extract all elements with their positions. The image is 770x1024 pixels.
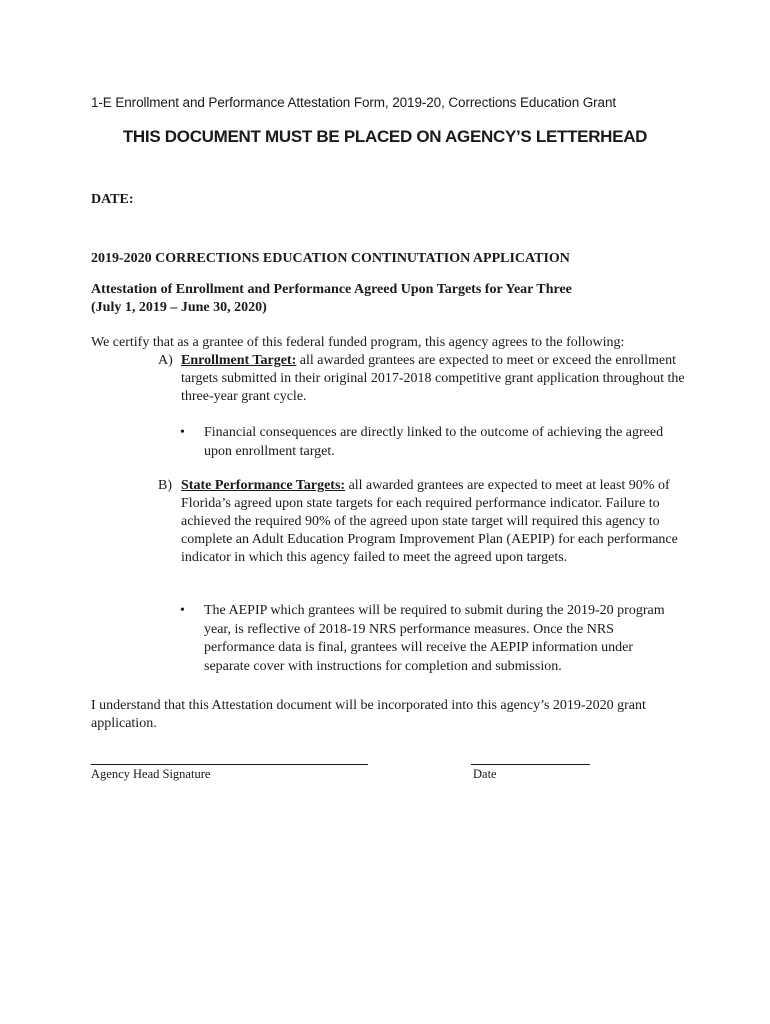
item-body	[181, 352, 688, 406]
item-marker: A)	[158, 353, 173, 368]
item-enrollment-target	[158, 352, 688, 406]
bullet-icon: •	[180, 425, 185, 440]
item-text: all awarded grantees are expected to meet or exceed the enrollment targets submitted in their original 2017-2018 competitive grant application throughout the three-year grant cycle.	[181, 353, 685, 404]
intro-statement: We certify that as a grantee of this federal funded program, this agency agrees to the following:	[91, 335, 625, 350]
signature-line[interactable]	[91, 764, 368, 765]
form-title: 1-E Enrollment and Performance Attestation Form, 2019-20, Corrections Education Grant	[91, 95, 617, 110]
bullet-icon: •	[180, 603, 185, 618]
item-marker: B)	[158, 478, 172, 493]
attestation-title-line1: Attestation of Enrollment and Performance Agreed Upon Targets for Year Three	[91, 282, 572, 297]
bullet-text: Financial consequences are directly linked to the outcome of achieving the agreed upon enrollment target.	[204, 425, 664, 459]
item-state-performance-targets	[158, 477, 688, 567]
bullet-aepip	[180, 602, 670, 677]
date-signature-line[interactable]	[471, 764, 590, 765]
bullet-financial-consequences	[180, 424, 670, 461]
item-text: all awarded grantees are expected to meet at least 90% of Florida’s agreed upon state targets for each required performance indicator. Failure to achieved the required 90% of the agreed upon state target will required this agency to complete an Adult Education Program Improvement Plan (AEPIP) for each performance indicator in which this agency failed to meet the agreed upon targets.	[181, 478, 678, 565]
letterhead-notice: THIS DOCUMENT MUST BE PLACED ON AGENCY’S LETTERHEAD	[122, 127, 648, 146]
item-heading: State Performance Targets:	[181, 478, 346, 493]
item-body	[181, 477, 688, 567]
attestation-title	[91, 281, 572, 317]
bullet-text: The AEPIP which grantees will be required to submit during the 2019-20 program year, is reflective of 2018-19 NRS performance measures. Once the NRS performance data is final, grantees will receive the AEPIP information under separate cover with instructions for completion and submission.	[204, 603, 665, 675]
date-signature-label: Date	[473, 767, 497, 781]
signature-label: Agency Head Signature	[91, 767, 211, 781]
date-label: DATE:	[91, 192, 134, 207]
attestation-title-line2: (July 1, 2019 – June 30, 2020)	[91, 300, 267, 315]
item-heading: Enrollment Target:	[181, 353, 297, 368]
application-title: 2019-2020 CORRECTIONS EDUCATION CONTINUTATION APPLICATION	[91, 251, 570, 266]
closing-statement: I understand that this Attestation document will be incorporated into this agency’s 2019-2020 grant application.	[91, 698, 646, 731]
